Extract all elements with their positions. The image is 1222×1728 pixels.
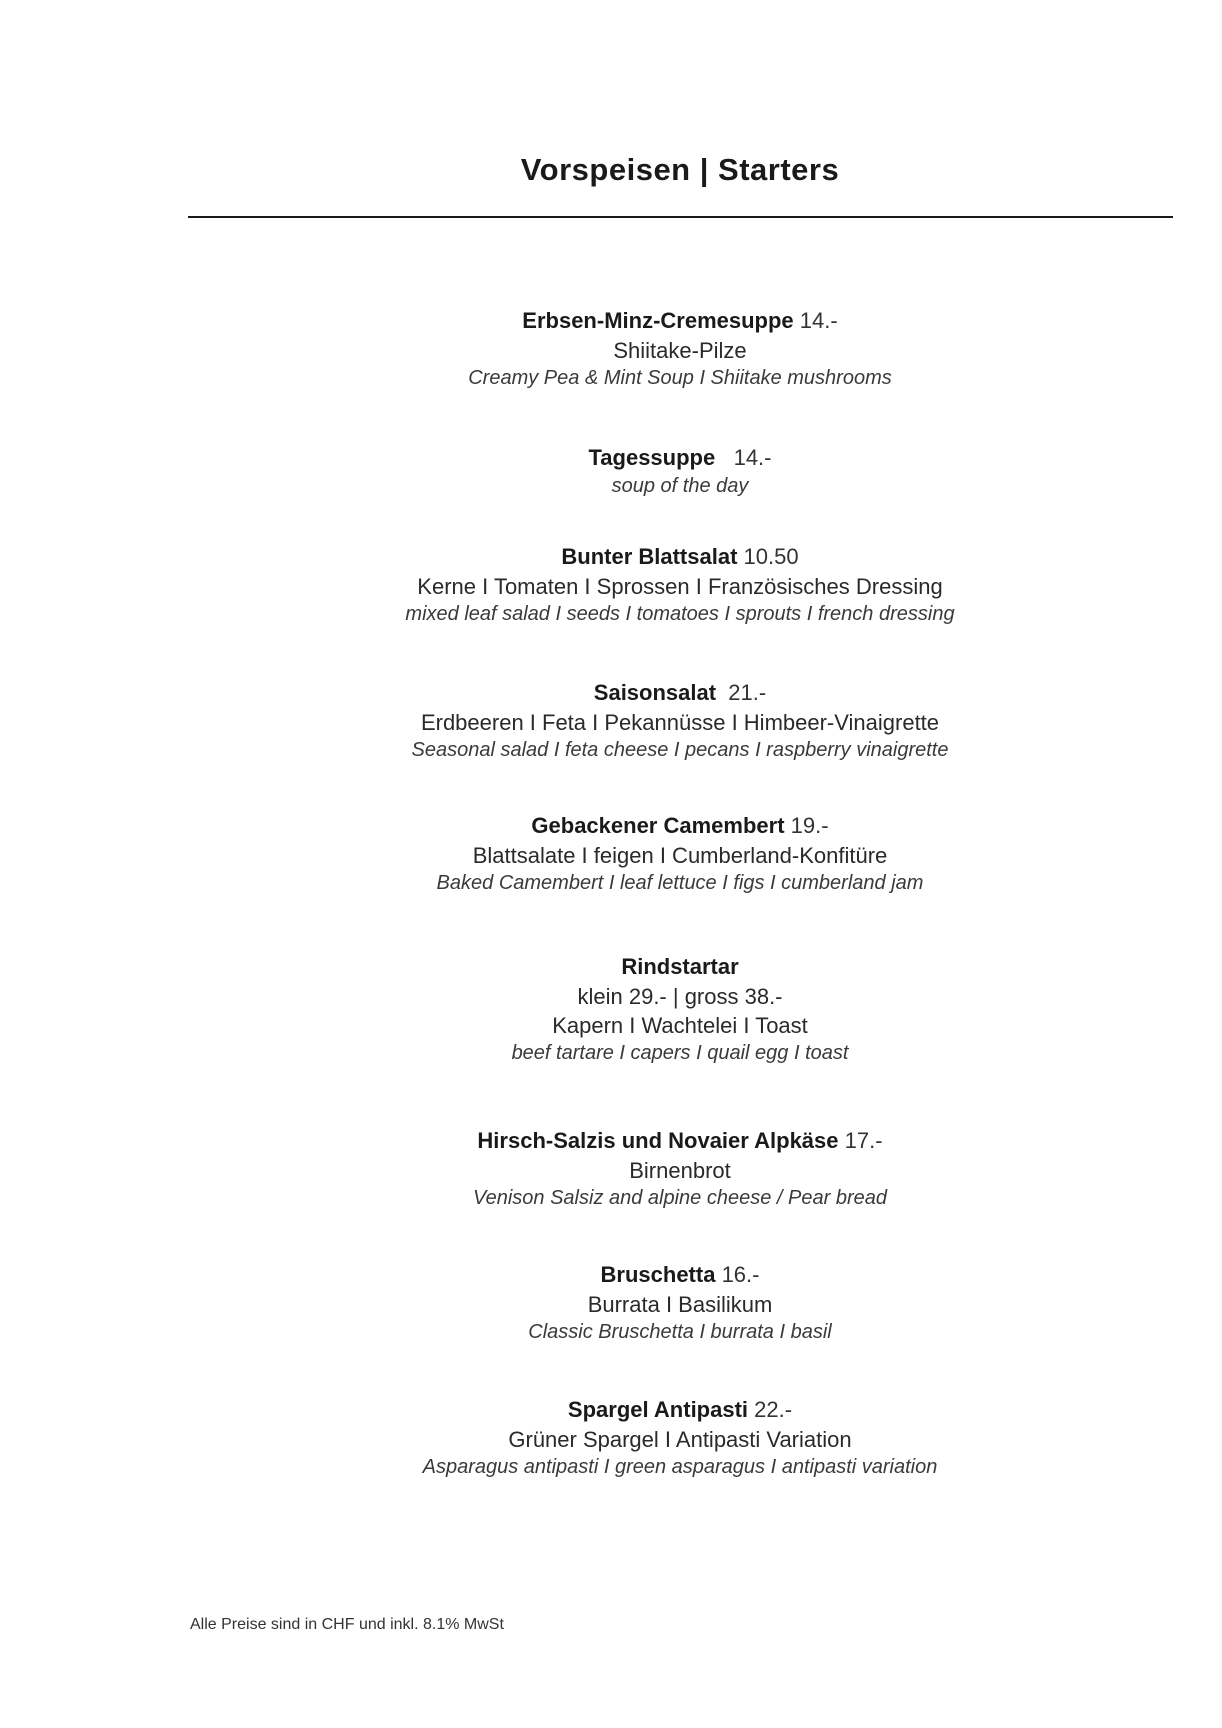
item-name: Hirsch-Salzis und Novaier Alpkäse	[477, 1128, 839, 1153]
item-description-en: beef tartare I capers I quail egg I toast	[511, 1042, 849, 1064]
menu-item-erbsen-minz-cremesuppe	[0, 306, 1222, 392]
item-description-en: Creamy Pea & Mint Soup I Shiitake mushrooms	[468, 367, 892, 389]
item-name: Tagessuppe	[588, 445, 716, 470]
item-description-en: Venison Salsiz and alpine cheese / Pear bread	[473, 1187, 887, 1209]
item-description-de: Kerne I Tomaten I Sprossen I Französisches Dressing	[417, 574, 943, 599]
item-price: 17.-	[844, 1128, 883, 1153]
item-description-en: Asparagus antipasti I green asparagus I antipasti variation	[422, 1456, 938, 1478]
item-price: 14.-	[733, 445, 772, 470]
item-name: Spargel Antipasti	[567, 1397, 749, 1422]
item-price: 21.-	[728, 680, 767, 705]
item-price: 16.-	[721, 1262, 760, 1287]
menu-item-bruschetta	[0, 1260, 1222, 1346]
item-name: Bruschetta	[600, 1262, 716, 1287]
item-description-de: Blattsalate I feigen I Cumberland-Konfitüre	[472, 843, 888, 868]
item-description-en: Baked Camembert I leaf lettuce I figs I cumberland jam	[436, 872, 924, 894]
menu-item-spargel-antipasti	[0, 1395, 1222, 1481]
item-price: 14.-	[799, 308, 838, 333]
menu-item-rindstartar	[0, 952, 1222, 1067]
item-description-de: Kapern I Wachtelei I Toast	[552, 1013, 808, 1038]
title-divider	[188, 216, 1173, 218]
item-name: Rindstartar	[621, 954, 739, 979]
menu-item-saisonsalat	[0, 678, 1222, 764]
item-name: Erbsen-Minz-Cremesuppe	[522, 308, 794, 333]
menu-item-tagessuppe	[0, 443, 1222, 500]
item-name: Gebackener Camembert	[531, 813, 785, 838]
item-description-de: Shiitake-Pilze	[613, 338, 747, 363]
menu-item-gebackener-camembert	[0, 811, 1222, 897]
price-note: Alle Preise sind in CHF und inkl. 8.1% MwSt	[190, 1616, 504, 1633]
item-price-sizes: klein 29.- | gross 38.-	[577, 984, 783, 1009]
item-price: 10.50	[743, 544, 799, 569]
item-description-en: Classic Bruschetta I burrata I basil	[528, 1321, 832, 1343]
item-name: Saisonsalat	[593, 680, 717, 705]
item-description-de: Erdbeeren I Feta I Pekannüsse I Himbeer-Vinaigrette	[420, 710, 940, 735]
menu-item-hirsch-salzis	[0, 1126, 1222, 1212]
item-price: 19.-	[790, 813, 829, 838]
item-description-en: mixed leaf salad I seeds I tomatoes I sprouts I french dressing	[405, 603, 955, 625]
item-description-en: soup of the day	[611, 475, 749, 497]
item-description-de: Birnenbrot	[629, 1158, 731, 1183]
page-title: Vorspeisen | Starters	[520, 152, 840, 187]
item-description-en: Seasonal salad I feta cheese I pecans I raspberry vinaigrette	[411, 739, 949, 761]
item-name: Bunter Blattsalat	[561, 544, 738, 569]
item-description-de: Burrata I Basilikum	[587, 1292, 773, 1317]
item-description-de: Grüner Spargel I Antipasti Variation	[508, 1427, 852, 1452]
item-price: 22.-	[754, 1397, 793, 1422]
menu-item-bunter-blattsalat	[0, 542, 1222, 628]
